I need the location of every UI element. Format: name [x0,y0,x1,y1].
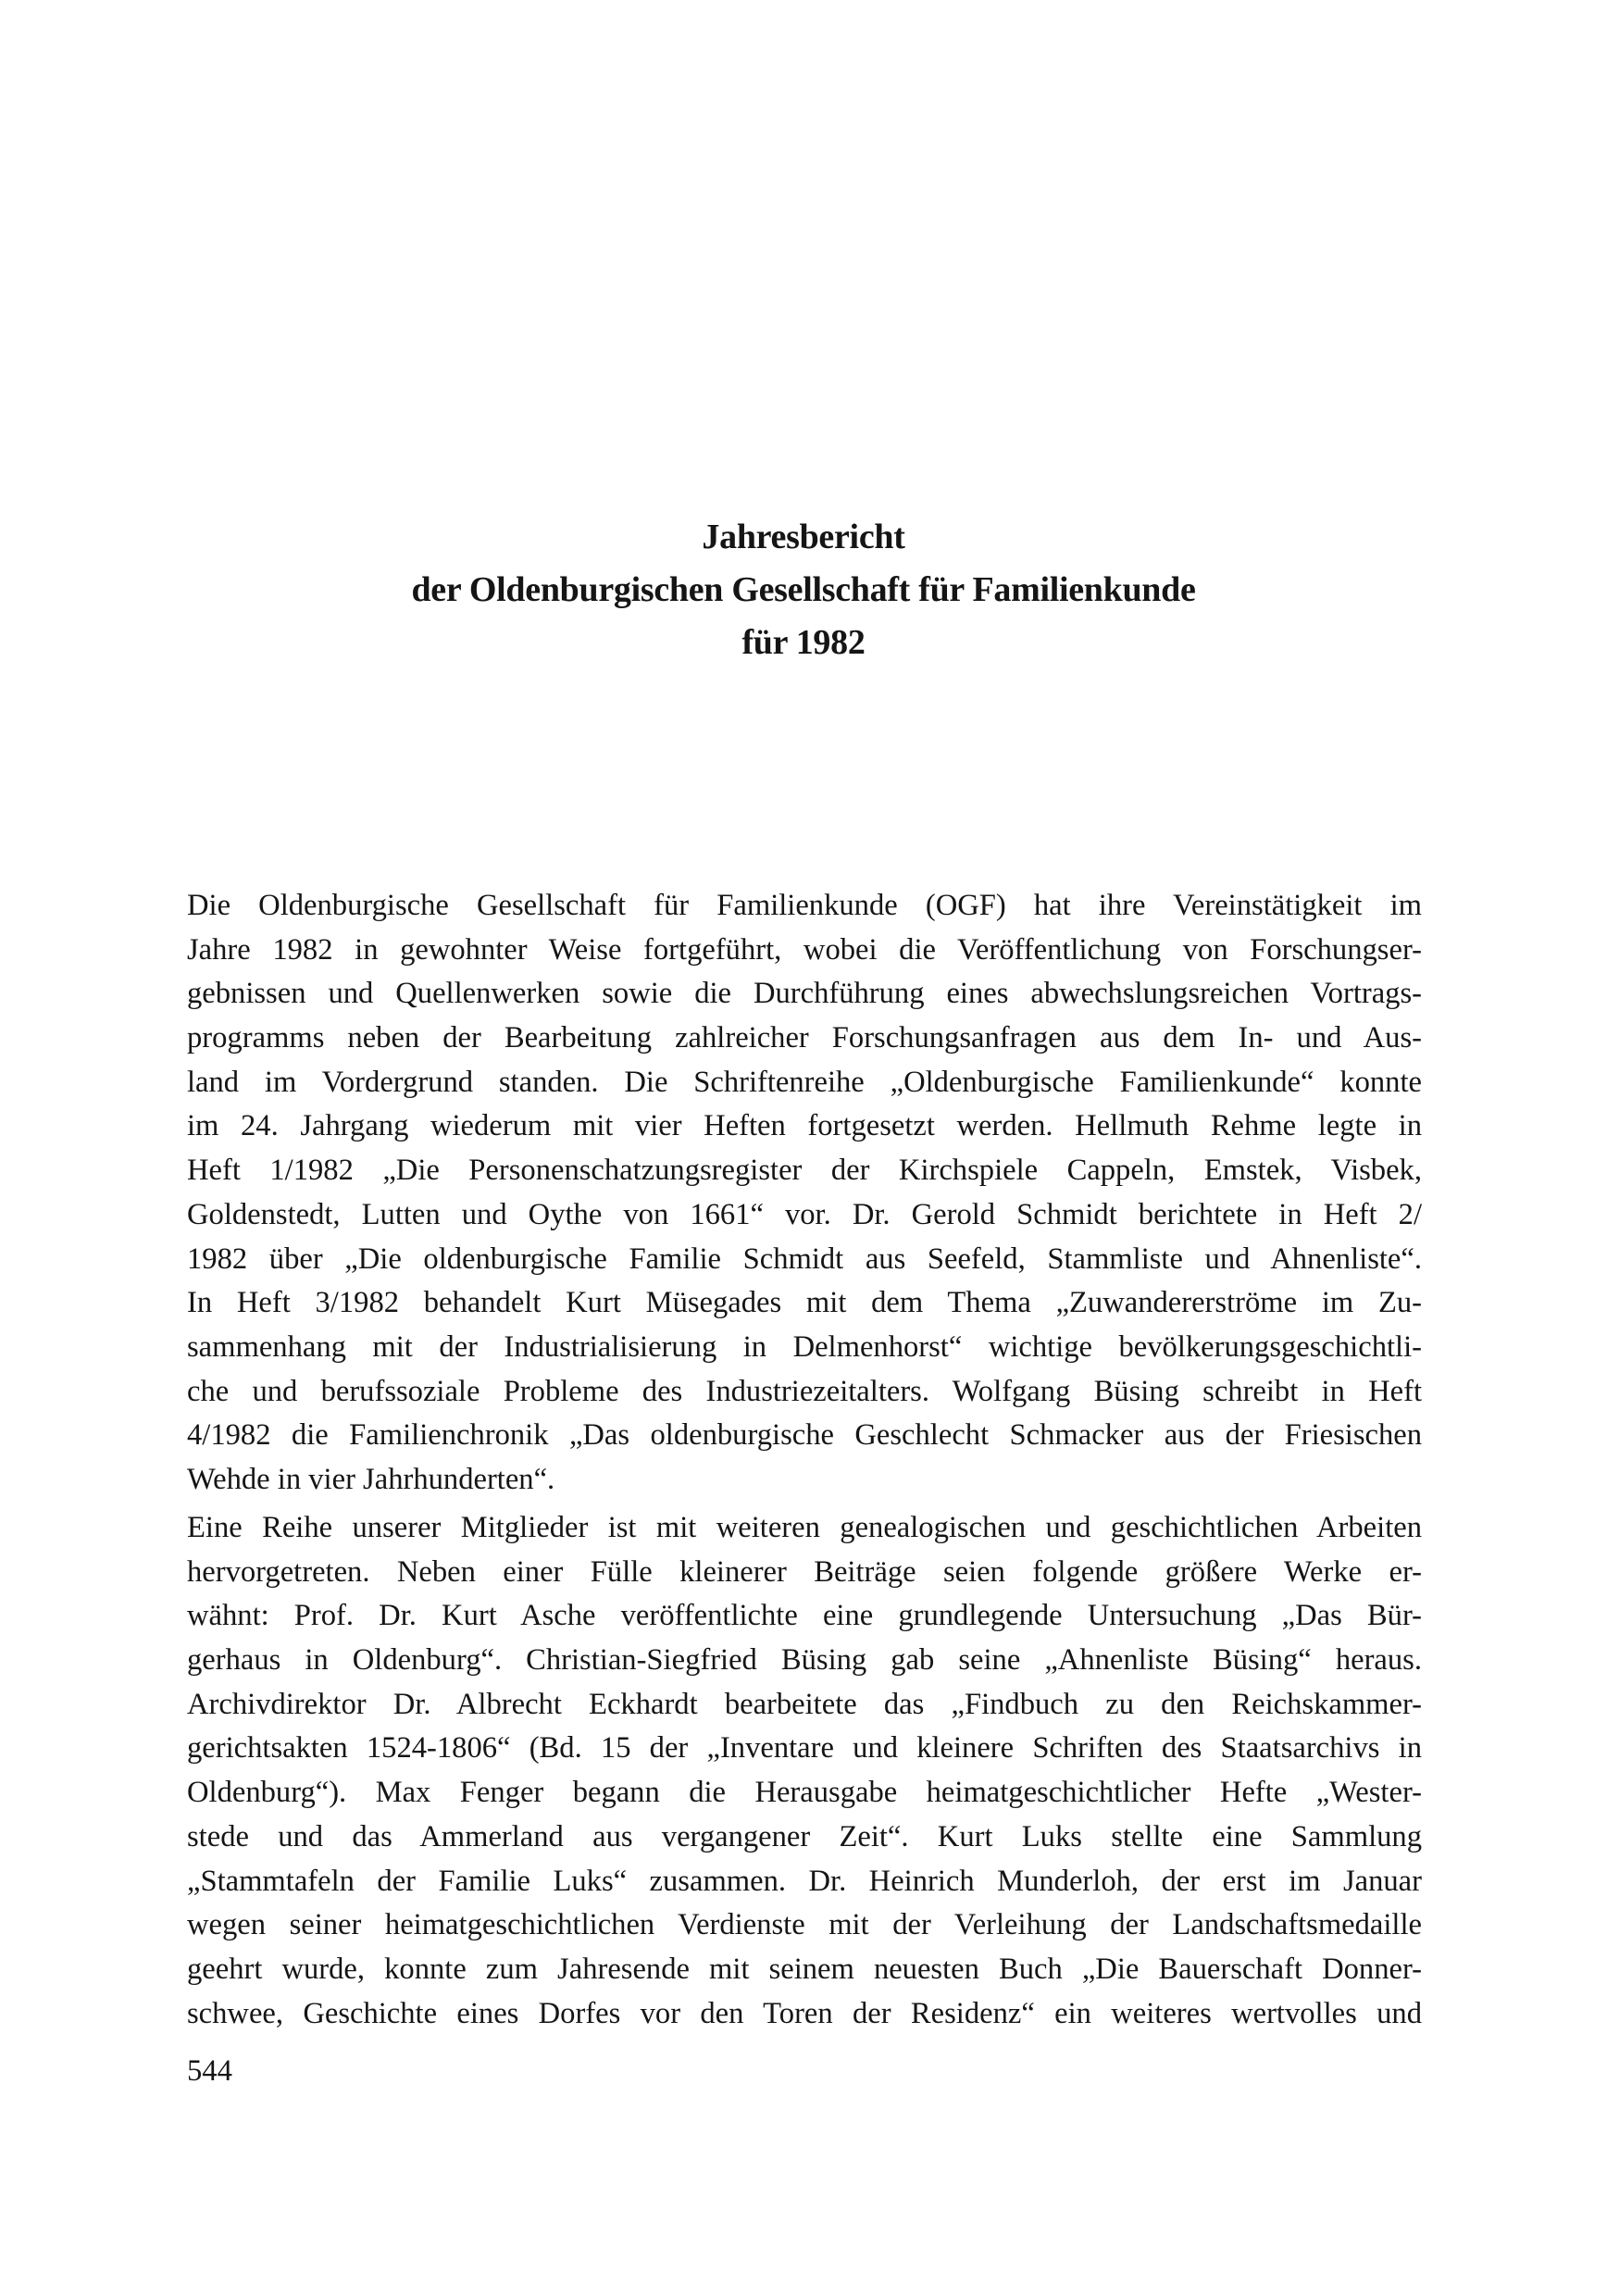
text-line: In Heft 3/1982 behandelt Kurt Müsegades mit dem Thema „Zuwandererströme im Zu- [187,1286,1422,1320]
text-line: gerichtsakten 1524-1806“ (Bd. 15 der „Inventare und kleinere Schriften des Staatsarchivs in [187,1731,1422,1766]
text-line: che und berufssoziale Probleme des Industriezeitalters. Wolfgang Büsing schreibt in Heft [187,1374,1422,1408]
text-line: Heft 1/1982 „Die Personenschatzungsregister der Kirchspiele Cappeln, Emstek, Visbek, [187,1154,1422,1188]
text-line: Eine Reihe unserer Mitglieder ist mit weiteren genealogischen und geschichtlichen Arbeiten [187,1511,1422,1544]
title-line: der Oldenburgischen Gesellschaft für Familienkunde [411,570,1196,609]
text-line: Archivdirektor Dr. Albrecht Eckhardt bearbeitete das „Findbuch zu den Reichskammer- [187,1687,1422,1721]
text-line: 1982 über „Die oldenburgische Familie Schmidt aus Seefeld, Stammliste und Ahnenliste“. [187,1242,1422,1276]
text-line: gebnissen und Quellenwerken sowie die Durchführung eines abwechslungsreichen Vortrags- [187,977,1422,1011]
text-line: land im Vordergrund standen. Die Schriftenreihe „Oldenburgische Familienkunde“ konnte [187,1065,1422,1099]
text-line: 4/1982 die Familienchronik „Das oldenburgische Geschlecht Schmacker aus der Friesischen [187,1418,1422,1453]
text-line: wähnt: Prof. Dr. Kurt Asche veröffentlichte eine grundlegende Untersuchung „Das Bür- [187,1599,1422,1633]
paragraph-1 [187,884,1422,1503]
title-line: Jahresbericht [702,518,905,556]
text-line: „Stammtafeln der Familie Luks“ zusammen. Dr. Heinrich Munderloh, der erst im Januar [187,1864,1422,1898]
text-line: Oldenburg“). Max Fenger begann die Herausgabe heimatgeschichtlicher Hefte „Wester- [187,1776,1422,1810]
text-line: programms neben der Bearbeitung zahlreicher Forschungsanfragen aus dem In- und Aus- [187,1021,1422,1055]
text-line: sammenhang mit der Industrialisierung in Delmenhorst“ wichtige bevölkerungsgeschichtli- [187,1329,1422,1364]
text-line: schwee, Geschichte eines Dorfes vor den Toren der Residenz“ ein weiteres wertvolles und [187,1996,1422,2030]
document-title [0,511,1607,669]
title-line: für 1982 [741,623,866,662]
text-line: im 24. Jahrgang wiederum mit vier Heften fortgesetzt werden. Hellmuth Rehme legte in [187,1109,1422,1143]
text-line: gerhaus in Oldenburg“. Christian-Siegfried Büsing gab seine „Ahnenliste Büsing“ heraus. [187,1643,1422,1678]
text-line: hervorgetreten. Neben einer Fülle kleinerer Beiträge seien folgende größere Werke er- [187,1554,1422,1589]
text-line: stede und das Ammerland aus vergangener Zeit“. Kurt Luks stellte eine Sammlung [187,1819,1422,1853]
text-line: wegen seiner heimatgeschichtlichen Verdienste mit der Verleihung der Landschaftsmedaille [187,1908,1422,1942]
page-number: 544 [187,2054,232,2088]
paragraph-2 [187,1506,1422,2036]
text-line: Wehde in vier Jahrhunderten“. [187,1462,555,1496]
text-line: Goldenstedt, Lutten und Oythe von 1661“ vor. Dr. Gerold Schmidt berichtete in Heft 2/ [187,1197,1422,1231]
text-line: Jahre 1982 in gewohnter Weise fortgeführt, wobei die Veröffentlichung von Forschungser- [187,932,1422,967]
text-line: Die Oldenburgische Gesellschaft für Familienkunde (OGF) hat ihre Vereinstätigkeit im [187,889,1422,922]
text-line: geehrt wurde, konnte zum Jahresende mit seinem neuesten Buch „Die Bauerschaft Donner- [187,1952,1422,1986]
